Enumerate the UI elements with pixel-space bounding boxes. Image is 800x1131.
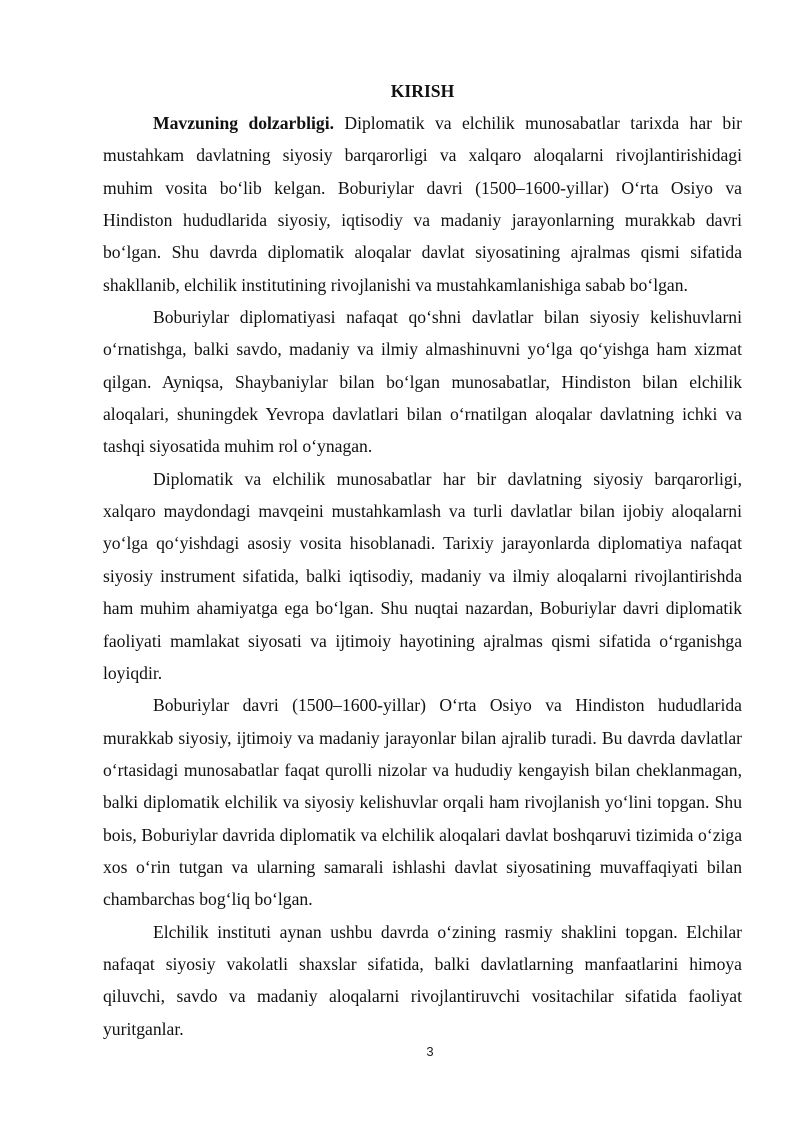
- paragraph-relevance: [103, 107, 742, 301]
- paragraph-diplomatic-relations: Diplomatik va elchilik munosabatlar har bir davlatning siyosiy barqarorligi, xalqaro maydondagi mavqeini mustahkamlash va turli davlatlar bilan ijobiy aloqalarni yo‘lga qo‘yishdagi asosiy vosita hisoblanadi. Tarixiy jarayonlarda diplomatiya nafaqat siyosiy instrument sifatida, balki iqtisodiy, madaniy va ilmiy aloqalarni rivojlantirishda ham muhim ahamiyatga ega bo‘lgan. Shu nuqtai nazardan, Boburiylar davri diplomatik faoliyati mamlakat siyosati va ijtimoiy hayotining ajralmas qismi sifatida o‘rganishga loyiqdir.: [103, 468, 742, 683]
- document-body: [103, 75, 742, 1045]
- paragraph-text: Diplomatik va elchilik munosabatlar tarixda har bir mustahkam davlatning siyosiy barqarorligi va xalqaro aloqalarni rivojlantirishidagi muhim vosita bo‘lib kelgan. Boburiylar davri (1500–1600-yillar) O‘rta Osiyo va Hindiston hududlarida siyosiy, iqtisodiy va madaniy jarayonlarning murakkab davri bo‘lgan. Shu davrda diplomatik aloqalar davlat siyosatining ajralmas qismi sifatida shakllanib, elchilik institutining rivojlanishi va mustahkamlanishiga sabab bo‘lgan.: [103, 113, 742, 295]
- page-number: 3: [426, 1044, 434, 1059]
- page-title: KIRISH: [390, 81, 455, 101]
- paragraph-diplomacy: Boburiylar diplomatiyasi nafaqat qo‘shni davlatlar bilan siyosiy kelishuvlarni o‘rnatishga, balki savdo, madaniy va ilmiy almashinuvni yo‘lga qo‘yishga ham xizmat qilgan. Ayniqsa, Shaybaniylar bilan bo‘lgan munosabatlar, Hindiston bilan elchilik aloqalari, shuningdek Yevropa davlatlari bilan o‘rnatilgan aloqalar davlatning ichki va tashqi siyosatida muhim rol o‘ynagan.: [103, 307, 742, 457]
- paragraph-baburid-period: Boburiylar davri (1500–1600-yillar) O‘rta Osiyo va Hindiston hududlarida murakkab siyosiy, ijtimoiy va madaniy jarayonlar bilan ajralib turadi. Bu davrda davlatlar o‘rtasidagi munosabatlar faqat qurolli nizolar va hududiy kengayish bilan cheklanmagan, balki diplomatik elchilik va siyosiy kelishuvlar orqali ham rivojlanish yo‘lini topgan. Shu bois, Boburiylar davrida diplomatik va elchilik aloqalari davlat boshqaruvi tizimida o‘ziga xos o‘rin tutgan va ularning samarali ishlashi davlat siyosatining muvaffaqiyati bilan chambarchas bog‘liq bo‘lgan.: [103, 695, 742, 910]
- paragraph-lead-heading: Mavzuning dolzarbligi.: [153, 113, 334, 133]
- paragraph-embassy-institute: Elchilik instituti aynan ushbu davrda o‘zining rasmiy shaklini topgan. Elchilar nafaqat siyosiy vakolatli shaxslar sifatida, balki davlatlarning manfaatlarini himoya qiluvchi, savdo va madaniy aloqalarni rivojlantiruvchi vositachilar sifatida faoliyat yuritganlar.: [103, 921, 742, 1039]
